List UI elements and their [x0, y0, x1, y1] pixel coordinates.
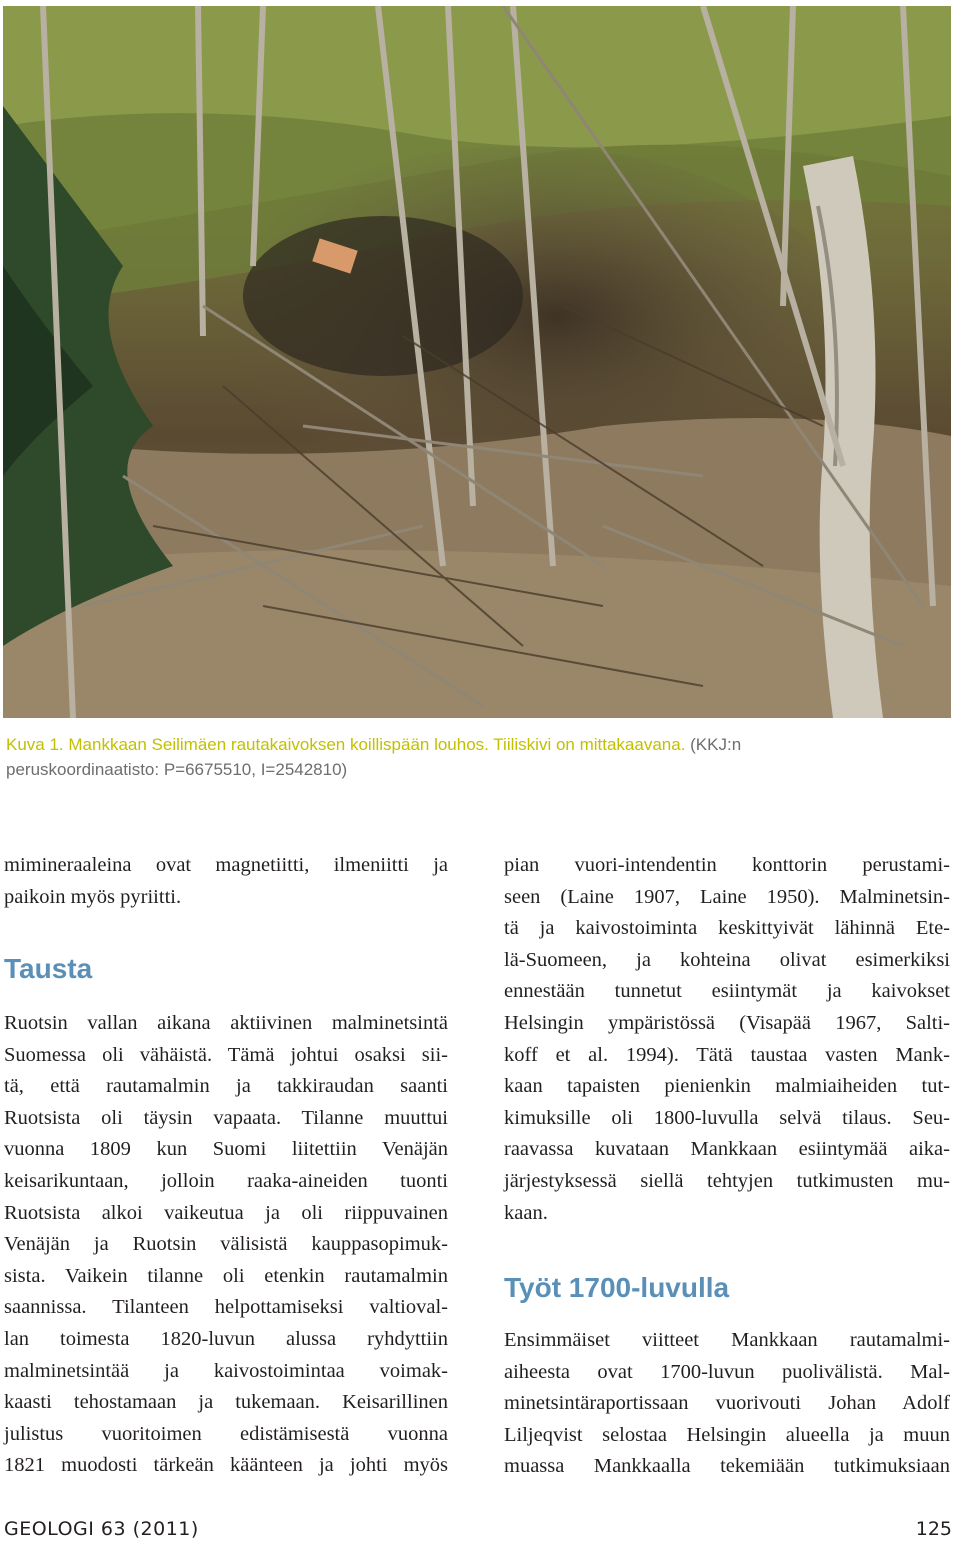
text-line: raavassa kuvataan Mankkaan esiintymää aika- — [504, 1138, 950, 1161]
text-line: 1821 muodosti tärkeän käänteen ja johti myös — [4, 1454, 448, 1477]
text-line: vuonna 1809 kun Suomi liitettiin Venäjän — [4, 1138, 448, 1161]
text-line: kimuksille oli 1800-luvulla selvä tilaus. Seu- — [504, 1106, 950, 1129]
text-line: mimineraaleina ovat magnetiitti, ilmeniitti ja — [4, 854, 448, 876]
left-column-body — [4, 1008, 448, 1482]
text-line: järjestyksessä siellä tehtyjen tutkimusten mu- — [504, 1169, 950, 1192]
text-line: malminetsintää ja kaivostoimintaa voimak- — [4, 1359, 448, 1382]
journal-footer: GEOLOGI 63 (2011) — [4, 1518, 199, 1540]
text-line: minetsintäraportissaan vuorivouti Johan Adolf — [504, 1392, 950, 1415]
right-column-body — [504, 850, 950, 1229]
text-line: kaan tapaisten pienienkin malmiaiheiden tut- — [504, 1075, 950, 1098]
text-line: Helsingin ympäristössä (Visapää 1967, Salti- — [504, 1011, 950, 1034]
left-column-intro — [4, 850, 448, 913]
section-heading-tausta: Tausta — [4, 953, 93, 984]
text-line: lan toimesta 1820-luvun alussa ryhdyttiin — [4, 1327, 448, 1350]
text-line: tä, että rautamalmin ja takkiraudan saanti — [4, 1075, 448, 1098]
text-line: sista. Vaikein tilanne oli etenkin rautamalmin — [4, 1264, 448, 1287]
text-line: paikoin myös pyriitti. — [4, 885, 182, 908]
text-line: ennestään tunnetut esiintymät ja kaivokset — [504, 980, 950, 1003]
text-line: Ruotsista alkoi vaikeutua ja oli riippuvainen — [4, 1201, 448, 1224]
text-line: Ruotsista oli täysin vapaata. Tilanne muuttui — [4, 1106, 448, 1129]
text-line: kaasti tehostamaan ja tukemaan. Keisarillinen — [4, 1391, 448, 1414]
caption-rest-line2: peruskoordinaatisto: P=6675510, I=2542810) — [6, 760, 348, 779]
text-line: keisarikuntaan, jolloin raaka-aineiden tuonti — [4, 1169, 448, 1192]
text-line: Suomessa oli vähäistä. Tämä johtui osaksi sii- — [4, 1043, 448, 1066]
page-number: 125 — [915, 1518, 952, 1540]
text-line: julistus vuoritoimen edistämisestä vuonna — [4, 1422, 448, 1445]
caption-lead: Kuva 1. Mankkaan Seilimäen rautakaivoksen koillispään louhos. Tiiliskivi on mittakaavana. — [6, 735, 686, 754]
text-line: Venäjän ja Ruotsin välisistä kauppasopimuk- — [4, 1233, 448, 1256]
text-line: saannissa. Tilanteen helpottamiseksi valtioval- — [4, 1296, 448, 1319]
text-line: tä ja kaivostoiminta keskittyivät lähinnä Ete- — [504, 917, 950, 940]
text-line: pian vuori-intendentin konttorin perustami- — [504, 854, 950, 876]
text-line: koff et al. 1994). Tätä taustaa vasten Mank- — [504, 1043, 950, 1066]
quarry-photo — [3, 6, 951, 718]
right-column-body2 — [504, 1325, 950, 1483]
section-heading-tyot: Työt 1700-luvulla — [504, 1272, 730, 1303]
caption-rest: (KKJ:n — [685, 735, 742, 754]
text-line: kaan. — [504, 1201, 548, 1224]
text-line: Ensimmäiset viitteet Mankkaan rautamalmi- — [504, 1329, 950, 1351]
figure-caption — [6, 732, 941, 782]
text-line: aiheesta ovat 1700-luvun puolivälistä. Mal- — [504, 1360, 950, 1383]
text-line: muassa Mankkaalla tekemiään tutkimuksiaan — [504, 1455, 950, 1478]
text-line: lä-Suomeen, ja kohteina olivat esimerkiksi — [504, 948, 950, 971]
text-line: Liljeqvist selostaa Helsingin alueella ja muun — [504, 1423, 950, 1446]
text-line: seen (Laine 1907, Laine 1950). Malminetsin- — [504, 885, 950, 908]
text-line: Ruotsin vallan aikana aktiivinen malminetsintä — [4, 1012, 448, 1034]
